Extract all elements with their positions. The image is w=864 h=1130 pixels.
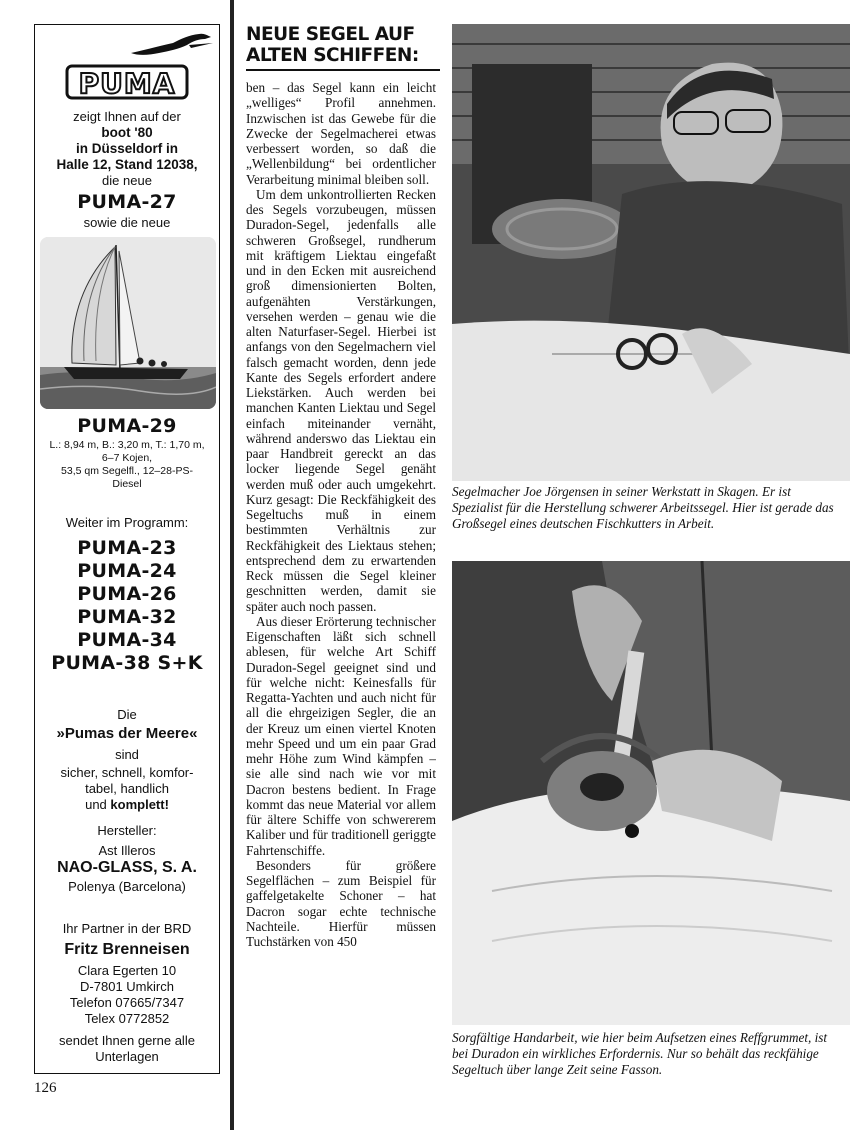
ad-programm-item: PUMA-24 (77, 560, 177, 582)
article-paragraph: ben – das Segel kann ein leicht „welliges“ Profil annehmen. Inzwischen ist das Gewebe für die Zwecke der Segelmacherei etwas verbessert worden, so daß die „Wellenbildung“ bei ordentlicher Verarbeitung minimal bleiben soll. (246, 80, 436, 187)
ad-event-line1: boot '80 (101, 125, 153, 140)
ad-die-neue: die neue (102, 173, 152, 188)
article-paragraph: Um dem unkontrollierten Recken des Segels vorzubeugen, müssen Duradon-Segel, jedenfalls alle schweren Großsegel, rundherum mit kräftigem Liektau eingefaßt und in den Ecken mit ausreichend groß dimensionierten Bolten, aufgenähten Verstärkungen, versehen werden – genau wie die alten Naturfaser-Segel. Hierbei ist anfangs von den Segelmachern viel falsch gemacht worden, denn jede Kante des Segels erfordert andere Liekstärken. Auch werden bei manchen Kanten Liektau und Segel einfach miteinander vernäht, während anderswo das Liektau ein paar Handbreit gereckt an das locker liegende Segel genäht werden muß oder auch umgekehrt. Kurz gesagt: Die Reckfähigkeit des Segeltuchs muß in einem bestimmten Verhältnis zur Reckfähigkeit des Liektaus stehen; entsprechend dem zu erwartenden Reck müssen die Segel kleiner geschnitten werden, damit sie später auch noch passen. (246, 186, 436, 614)
photo2-caption: Sorgfältige Handarbeit, wie hier beim Aufsetzen eines Reffgrummet, ist bei Duradon ein wirkliches Erfordernis. Nur so behält das reckfähige Segeltuch über lange Zeit seine Fasson. (452, 1030, 828, 1077)
ad-dealer-city: D-7801 Umkirch (80, 979, 174, 994)
ad-weiter-im-programm: Weiter im Programm: (65, 515, 189, 530)
page-number: 126 (34, 1080, 57, 1096)
column-divider (230, 0, 234, 1130)
ad-send-line1: sendet Ihnen gerne alle (59, 1033, 195, 1048)
grommet-handwork-photo (452, 561, 850, 1025)
sailmaker-workshop-photo (452, 24, 850, 481)
ad-maker-location: Polenya (Barcelona) (68, 879, 186, 894)
ad-desc-line3: und komplett! (85, 797, 169, 812)
ad-specs-line4: Diesel (112, 478, 142, 490)
puma-leaping-cat-icon (129, 31, 215, 59)
ad-desc-line1: sicher, schnell, komfor- (60, 765, 194, 780)
ad-sind: sind (115, 747, 139, 762)
ad-phone: Telefon 07665/7347 (69, 995, 185, 1010)
ad-maker-name: NAO-GLASS, S. A. (57, 859, 197, 876)
article-headline (246, 24, 440, 68)
ad-programm-item: PUMA-38 S+K (51, 652, 203, 674)
ad-model-puma-27: PUMA-27 (77, 191, 177, 213)
article-body (246, 80, 436, 1080)
ad-specs-line1: L.: 8,94 m, B.: 3,20 m, T.: 1,70 m, (49, 439, 205, 451)
photo1-caption: Segelmacher Joe Jörgensen in seiner Werkstatt in Skagen. Er ist Spezialist für die Herstellung schwerer Arbeitssegel. Hier ist gerade das Großsegel eines deutschen Fischkutters in Arbeit. (452, 484, 834, 531)
ad-slogan: »Pumas der Meere« (56, 725, 198, 742)
ad-programm-item: PUMA-32 (77, 606, 177, 628)
ad-specs-line3: 53,5 qm Segelfl., 12–28-PS- (61, 465, 193, 477)
ad-dealer-name: Fritz Brenneisen (64, 941, 190, 958)
ad-model-puma-29: PUMA-29 (77, 415, 177, 437)
ad-intro: zeigt Ihnen auf der (73, 109, 181, 124)
headline-line1: NEUE SEGEL AUF (246, 24, 415, 45)
ad-hersteller-label: Hersteller: (97, 823, 157, 838)
ad-maker-line1: Ast Illeros (98, 843, 156, 858)
headline-rule (246, 69, 440, 71)
ad-send-line2: Unterlagen (95, 1049, 159, 1064)
headline-line2: ALTEN SCHIFFEN: (246, 45, 419, 66)
puma-advertisement (34, 24, 220, 1074)
ad-dealer-street: Clara Egerten 10 (77, 963, 177, 978)
ad-die: Die (117, 707, 137, 722)
ad-event-line3: Halle 12, Stand 12038, (56, 157, 198, 172)
article-paragraph: Aus dieser Erörterung technischer Eigenschaften läßt sich schnell ablesen, für welche Art Schiff Duradon-Segel geeignet sind und für welche nicht: Keinesfalls für Regatta-Yachten und auch nicht für all die ehrgeizigen Segler, die an der Kreuz um einen viertel Knoten mehr Speed und um ein paar Grad mehr Höhe zum Wind kämpfen – sie alle sind nach wie vor mit Dacron bestens bedient. In Frage kommt das neue Material vor allem für ältere Schiffe von schwererem Kaliber und für traditionell geriggte Fahrtenschiffe. (246, 613, 436, 858)
svg-text:PUMA: PUMA (78, 67, 176, 100)
sailboat-photo (40, 237, 216, 409)
puma-logo (35, 63, 219, 106)
puma-logo-icon (65, 63, 189, 101)
ad-desc-line2: tabel, handlich (85, 781, 169, 796)
ad-telex: Telex 0772852 (84, 1011, 170, 1026)
ad-partner-label: Ihr Partner in der BRD (62, 921, 192, 936)
ad-programm-item: PUMA-34 (77, 629, 177, 651)
ad-programm-item: PUMA-23 (77, 537, 177, 559)
ad-specs-line2: 6–7 Kojen, (101, 452, 153, 464)
ad-sowie: sowie die neue (83, 215, 171, 230)
article-paragraph: Besonders für größere Segelflächen – zum Beispiel für gaffelgetakelte Schoner – hat Dacron sogar echte technische Nachteile. Hierfür müssen Tuchstärken von 450 (246, 857, 436, 949)
ad-event-line2: in Düsseldorf in (75, 141, 178, 156)
ad-programm-item: PUMA-26 (77, 583, 177, 605)
